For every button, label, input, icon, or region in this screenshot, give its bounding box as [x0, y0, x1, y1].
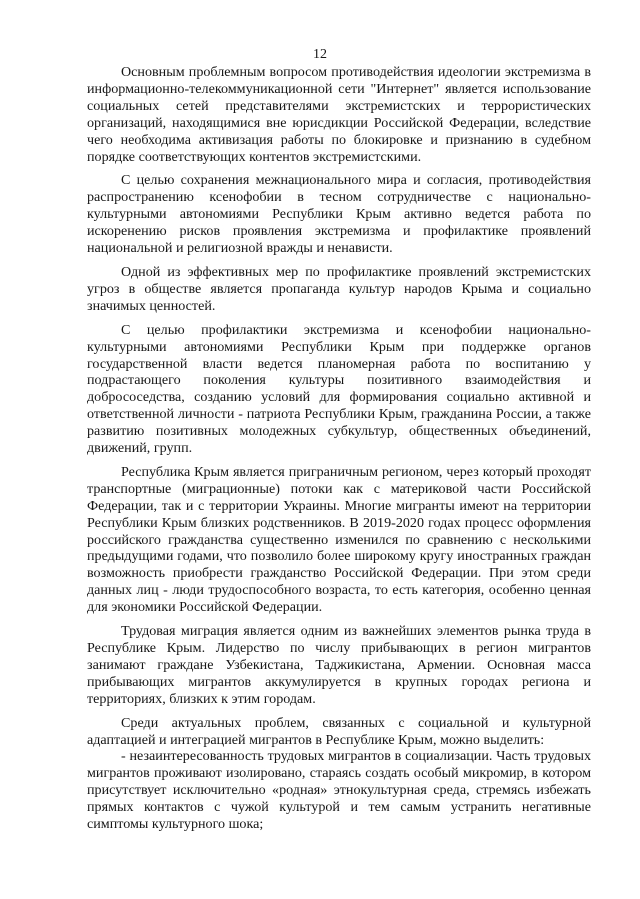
paragraph-adaptation-problems: Среди актуальных проблем, связанных с социальной и культурной адаптацией и интеграцией мигрантов в Республике Крым, можно выделить:	[87, 714, 591, 748]
paragraph-list-item-socialization: - незаинтересованность трудовых мигрантов в социализации. Часть трудовых мигрантов проживают изолировано, стараясь создать особый микромир, в котором присутствует исключительно «родная» этнокультурная среда, стремясь избежать прямых контактов с чужой культурой и тем самым устранить негативные симптомы культурного шока;	[87, 748, 591, 833]
paragraph-interethnic-peace: С целью сохранения межнационального мира и согласия, противодействия распространению ксенофобии в тесном сотрудничестве с национально-культурными автономиями Республики Крым активно ведется работа по искоренению рисков проявления экстремизма и профилактике проявлений национальной и религиозной вражды и ненависти.	[87, 172, 591, 257]
document-body	[87, 64, 591, 840]
page-number: 12	[313, 47, 327, 62]
paragraph-internet-extremism: Основным проблемным вопросом противодействия идеологии экстремизма в информационно-телекоммуникационной сети "Интернет" является использование социальных сетей представителями экстремистских и террористических организаций, находящимися вне юрисдикции Российской Федерации, вследствие чего необходима активизация работы по блокировке и признанию в судебном порядке соответствующих контентов экстремистскими.	[87, 64, 591, 165]
paragraph-labor-migration: Трудовая миграция является одним из важнейших элементов рынка труда в Республике Крым. Лидерство по числу прибывающих в регион мигрантов занимают граждане Узбекистана, Таджикистана, Армении. Основная масса прибывающих мигрантов аккумулируется в крупных городах региона и территориях, близких к этим городам.	[87, 623, 591, 707]
paragraph-border-region-migration: Республика Крым является приграничным регионом, через который проходят транспортные (миграционные) потоки как с материковой части Российской Федерации, так и с территории Украины. Многие мигранты имеют на территории Республики Крым близких родственников. В 2019-2020 годах процесс оформления российского гражданства существенно изменился по сравнению с несколькими предыдущими годами, что позволило более широкому кругу иностранных граждан возможность приобрести гражданство Российской Федерации. При этом среди данных лиц - люди трудоспособного возраста, то есть категория, особенно ценная для экономики Российской Федерации.	[87, 463, 591, 616]
paragraph-prevention-youth: С целью профилактики экстремизма и ксенофобии национально-культурными автономиями Республики Крым при поддержке органов государственной власти ведется планомерная работа по воспитанию у подрастающего поколения культуры позитивного взаимодействия и добрососедства, созданию условий для формирования социально активной и ответственной личности - патриота Республики Крым, гражданина России, а также развитию позитивных молодежных субкультур, общественных объединений, движений, групп.	[87, 321, 591, 457]
paragraph-effective-measures: Одной из эффективных мер по профилактике проявлений экстремистских угроз в обществе является пропаганда культур народов Крыма и социально значимых ценностей.	[87, 263, 591, 314]
